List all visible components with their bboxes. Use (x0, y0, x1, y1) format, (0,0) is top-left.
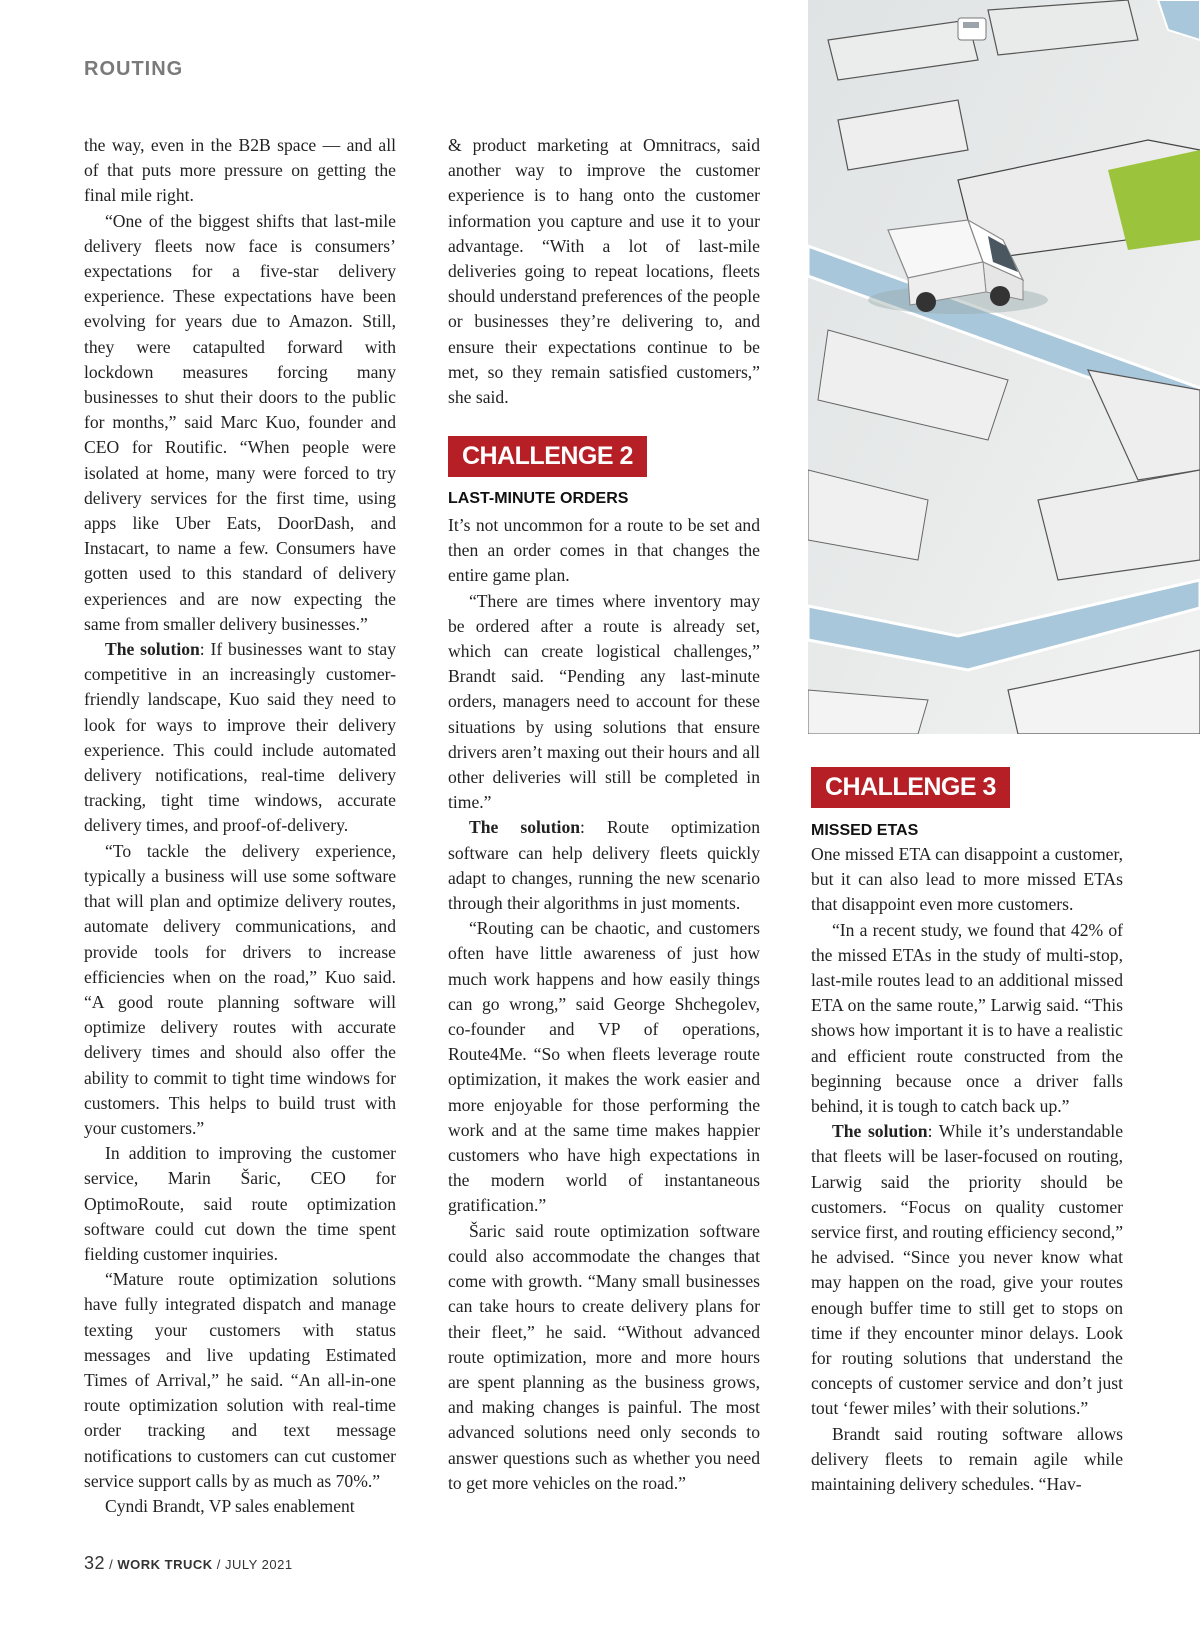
solution-lead: The solution (469, 817, 581, 838)
column-2-body (448, 513, 760, 1496)
column-2-top (448, 133, 760, 410)
challenge-2-subhead: LAST-MINUTE ORDERS (448, 490, 629, 507)
distant-van (958, 18, 986, 40)
paragraph (448, 815, 760, 916)
footer-separator: / (212, 1557, 225, 1572)
solution-lead: The solution (105, 639, 200, 660)
paragraph-text: : While it’s understandable that fleets will be laser-focused on routing, Larwig said the priority should be customers. “Focus on quality customer service first, and routing efficiency second,” he advised. “Since you never know what may happen on the road, give your routes enough buffer time to still get to stops on time if they encounter minor delays. Look for routing solutions that understand the concepts of customer service and don’t just tout ‘fewer miles’ with their solutions.” (811, 1121, 1124, 1419)
challenge-2-heading: CHALLENGE 2 (448, 436, 647, 477)
paragraph: the way, even in the B2B space — and all of that puts more pressure on getting the final mile right. (84, 135, 396, 206)
paragraph: Šaric said route optimization software could also accommodate the changes that come with growth. “Many small businesses can take hours to create delivery plans for their fleet,” he said. “Without advanced route optimization, more and more hours are spent planning as the business grows, and making changes is painful. The most advanced solutions need only seconds to answer questions such as whether you need to get more vehicles on the road.” (448, 1220, 760, 1493)
map-van-photo (808, 0, 1200, 734)
section-label: ROUTING (84, 58, 184, 80)
paragraph: It’s not uncommon for a route to be set and then an order comes in that changes the entire game plan. (448, 515, 760, 586)
paragraph: & product marketing at Omnitracs, said another way to improve the customer experience is to hang onto the customer information you capture and use it to your advantage. “With a lot of last-mile deliveries going to repeat locations, fleets should understand preferences of the people or businesses they’re delivering to, and ensure their expectations continue to be met, so they remain satisfied customers,” she said. (448, 135, 760, 408)
paragraph: “One of the biggest shifts that last-mile delivery fleets now face is consumers’ expectations for a five-star delivery experience. These expectations have been evolving for years due to Amazon. Still, they were catapulted forward with lockdown measures forcing many businesses to shut their doors to the public for months,” said Marc Kuo, founder and CEO for Routific. “When people were isolated at home, many were forced to try delivery services for the first time, using apps like Uber Eats, DoorDash, and Instacart, to name a few. Consumers have gotten used to this standard of delivery experiences and are now expecting the same from smaller delivery businesses.” (84, 210, 396, 634)
paragraph-text: : Route optimization software can help delivery fleets quickly adapt to changes, running the new scenario through their algorithms in just moments. (448, 817, 760, 914)
paragraph: In addition to improving the customer service, Marin Šaric, CEO for OptimoRoute, said route optimization software could cut down the time spent fielding customer inquiries. (84, 1143, 396, 1264)
paragraph: “To tackle the delivery experience, typically a business will use some software that will plan and optimize delivery routes, automate delivery communications, and provide tools for drivers to increase efficiencies when on the road,” Kuo said. “A good route planning software will optimize delivery routes with accurate delivery times and should also offer the ability to commit to tight time windows for customers. This helps to build trust with your customers.” (84, 840, 396, 1138)
footer-separator: / (105, 1557, 118, 1572)
paragraph: One missed ETA can disappoint a customer, but it can also lead to more missed ETAs that disappoint even more customers. (811, 844, 1123, 915)
paragraph: “In a recent study, we found that 42% of the missed ETAs in the study of multi-stop, last-mile routes lead to an additional missed ETA on the same route,” Larwig said. “This shows how important it is to have a realistic and efficient route constructed from the beginning because once a driver falls behind, it is tough to catch back up.” (811, 919, 1123, 1117)
paragraph (811, 1119, 1123, 1421)
issue-date: JULY 2021 (224, 1557, 293, 1572)
paragraph (84, 637, 396, 839)
magazine-name: WORK TRUCK (117, 1557, 213, 1572)
page-number: 32 (84, 1553, 106, 1573)
challenge-3-heading: CHALLENGE 3 (811, 767, 1010, 808)
challenge-3-subhead: MISSED ETAS (811, 822, 919, 839)
page-footer (84, 1553, 293, 1574)
paragraph: “There are times where inventory may be ordered after a route is already set, which can create logistical challenges,” Brandt said. “Pending any last-minute orders, managers need to account for these situations by using solutions that ensure drivers aren’t maxing out their hours and all other deliveries will still be completed in time.” (448, 590, 760, 813)
paragraph: Cyndi Brandt, VP sales enablement (105, 1495, 355, 1516)
column-1 (84, 133, 396, 1519)
paragraph: “Routing can be chaotic, and customers often have little awareness of just how much work happens and how easily things can go wrong,” said George Shchegolev, co-founder and VP of operations, Route4Me. “So when fleets leverage route optimization, it makes the work easier and more enjoyable for those performing the work and at the same time makes happier customers who have high expectations in the modern world of instantaneous gratification.” (448, 918, 760, 1216)
paragraph: Brandt said routing software allows delivery fleets to remain agile while maintaining delivery schedules. “Hav- (811, 1423, 1123, 1495)
paragraph-text: : If businesses want to stay competitive in an increasingly customer-friendly landscape, Kuo said they need to look for ways to improve their delivery experience. This could include automated delivery notifications, real-time delivery tracking, tight time windows, accurate delivery times, and proof-of-delivery. (84, 639, 397, 836)
paragraph: “Mature route optimization solutions have fully integrated dispatch and manage texting your customers with status messages and live updating Estimated Times of Arrival,” he said. “An all-in-one route optimization solution with real-time order tracking and text message notifications to customers can cut customer service support calls by as much as 70%.” (84, 1269, 396, 1491)
solution-lead: The solution (832, 1121, 928, 1142)
column-3-body (811, 842, 1123, 1497)
